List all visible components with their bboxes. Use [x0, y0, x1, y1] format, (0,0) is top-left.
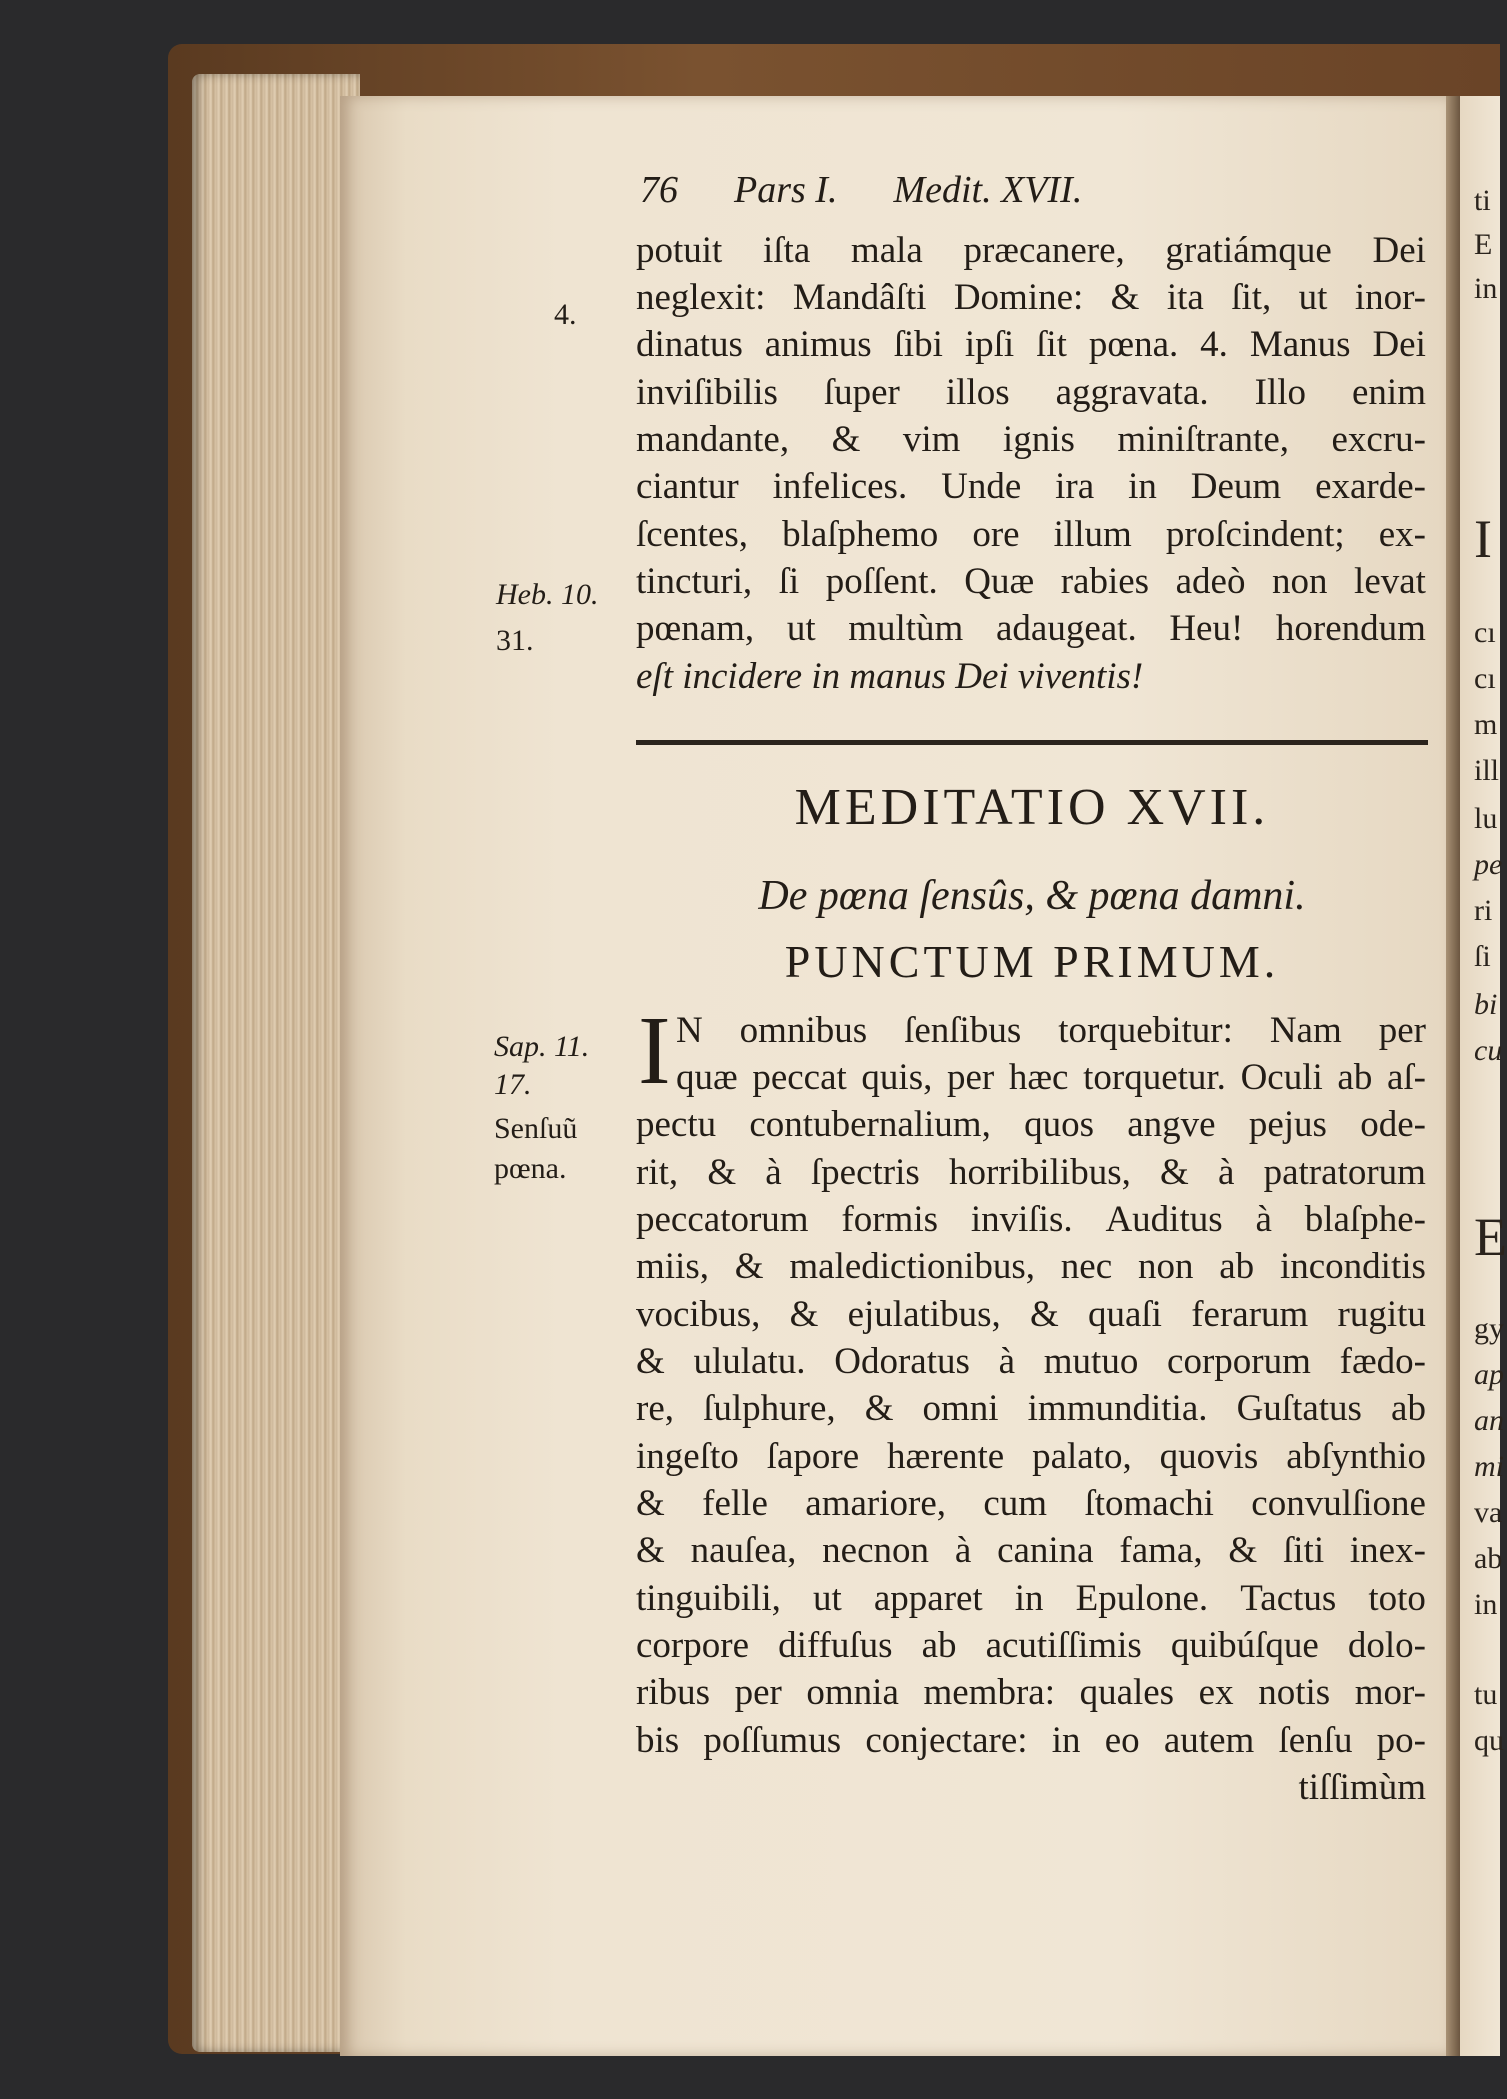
word: tinguibili, — [636, 1578, 781, 1619]
word: quales — [1079, 1672, 1175, 1713]
word: excru- — [1331, 419, 1426, 460]
word: ex — [1198, 1672, 1234, 1713]
meditation-heading: MEDITATIO XVII. — [794, 779, 1270, 836]
word: & — [1029, 1294, 1059, 1335]
word: omni — [922, 1388, 999, 1429]
text-line — [636, 1722, 1426, 1759]
next-page-text: E — [1474, 228, 1493, 261]
text-line — [636, 1438, 1426, 1475]
word: ſenſibus — [904, 1010, 1022, 1051]
word: potuit — [636, 230, 723, 271]
next-page-text: ill — [1474, 754, 1500, 787]
next-page-text: ſi — [1474, 940, 1491, 973]
word: Mandâſti — [792, 277, 927, 318]
word: Manus — [1249, 324, 1351, 365]
word: ciantur — [636, 466, 739, 507]
word: pejus — [1248, 1104, 1327, 1145]
next-page-text: bi — [1474, 988, 1498, 1021]
word: apparet — [873, 1578, 983, 1619]
word: blaſphe- — [1304, 1199, 1426, 1240]
word: mutuo — [1043, 1341, 1139, 1382]
text-line — [636, 1201, 1426, 1238]
word: felle — [702, 1483, 768, 1524]
word: Quæ — [964, 561, 1035, 602]
word: poſſent. — [825, 561, 938, 602]
text-line — [636, 1674, 1426, 1711]
word: vocibus, — [636, 1294, 761, 1335]
text-line — [636, 279, 1426, 316]
next-page-text: cı — [1474, 662, 1496, 695]
word: ſpectris — [810, 1152, 920, 1193]
word: tincturi, — [636, 561, 753, 602]
word: Tactus — [1240, 1578, 1337, 1619]
word: & — [1110, 277, 1140, 318]
text-line — [636, 563, 1426, 600]
word: ululatu. — [693, 1341, 806, 1382]
next-page-text: cı — [1474, 616, 1496, 649]
word: eo — [1104, 1720, 1140, 1761]
text-line — [636, 1248, 1426, 1285]
word: Unde — [941, 466, 1022, 507]
word: & — [789, 1294, 819, 1335]
next-page-text: m — [1474, 708, 1498, 741]
word: conjectare: — [865, 1720, 1028, 1761]
margin-note-reference: 31. — [496, 624, 534, 657]
word: diffuſus — [778, 1625, 893, 1666]
next-page-text: pe — [1474, 848, 1503, 881]
word: formis — [841, 1199, 939, 1240]
text-line — [636, 232, 1426, 269]
word: ut — [786, 608, 816, 649]
page-edges — [192, 74, 360, 2052]
word: ſulphure, — [703, 1388, 836, 1429]
word: Heu! — [1169, 608, 1244, 649]
word: convulſione — [1251, 1483, 1426, 1524]
word: à — [954, 1530, 972, 1571]
word: ode- — [1360, 1104, 1426, 1145]
drop-cap: I — [638, 997, 671, 1105]
word: canina — [997, 1530, 1094, 1571]
margin-note-reference: Sap. 11. — [494, 1030, 590, 1063]
text-line — [636, 1106, 1426, 1143]
word: Oculi — [1240, 1057, 1323, 1098]
word: necnon — [822, 1530, 930, 1571]
margin-note-reference: 17. — [494, 1068, 532, 1101]
word: exarde- — [1315, 466, 1426, 507]
text-line: eſt incidere in manus Dei viventis! — [636, 656, 1144, 697]
margin-note-topic: pœna. — [494, 1152, 567, 1185]
word: levat — [1354, 561, 1426, 602]
word: multùm — [848, 608, 964, 649]
meditation-subtitle: De pœna ſensûs, & pœna damni. — [758, 873, 1306, 919]
word: fædo- — [1339, 1341, 1426, 1382]
word: palato, — [1032, 1436, 1132, 1477]
word: ira — [1055, 466, 1095, 507]
word: maledictionibus, — [789, 1246, 1035, 1287]
word: ignis — [1002, 419, 1075, 460]
margin-note-topic: Senſuũ — [494, 1112, 578, 1145]
word: adaugeat. — [995, 608, 1137, 649]
word: infelices. — [772, 466, 908, 507]
word: 4. — [1200, 324, 1228, 365]
word: præcanere, — [963, 230, 1125, 271]
word: rugitu — [1337, 1294, 1426, 1335]
word: iſta — [763, 230, 811, 271]
text-line — [636, 468, 1426, 505]
word: inex- — [1349, 1530, 1426, 1571]
word: & — [636, 1530, 665, 1571]
word: inviſibilis — [636, 372, 778, 413]
word: quis, — [861, 1057, 933, 1098]
text-line — [636, 1343, 1426, 1380]
text-line — [676, 1012, 1426, 1049]
word: poſſumus — [703, 1720, 842, 1761]
text-line — [636, 1627, 1426, 1664]
word: angve — [1127, 1104, 1216, 1145]
word: torquetur. — [1083, 1057, 1226, 1098]
word: autem — [1163, 1720, 1255, 1761]
word: abſynthio — [1286, 1436, 1426, 1477]
section-rule — [636, 740, 1428, 745]
word: adeò — [1175, 561, 1246, 602]
word: miis, — [636, 1246, 709, 1287]
text-line — [636, 610, 1426, 647]
word: inconditis — [1279, 1246, 1426, 1287]
word: mala — [850, 230, 923, 271]
word: illos — [945, 372, 1010, 413]
next-page-text: E — [1474, 1207, 1507, 1267]
word: ſiti — [1282, 1530, 1325, 1571]
word: illum — [1053, 514, 1132, 555]
word: po- — [1376, 1720, 1426, 1761]
word: Odoratus — [834, 1341, 970, 1382]
meditation-label: Medit. XVII. — [893, 169, 1083, 211]
text-line — [636, 1296, 1426, 1333]
next-page-text: va — [1474, 1496, 1503, 1529]
punctum-heading: PUNCTUM PRIMUM. — [784, 936, 1280, 987]
word: hæc — [1008, 1057, 1069, 1098]
word: Epulone. — [1075, 1578, 1209, 1619]
part-label: Pars I. — [734, 169, 838, 211]
word: & — [1228, 1530, 1258, 1571]
word: animus — [764, 324, 872, 365]
word: membra: — [923, 1672, 1055, 1713]
word: & — [831, 419, 861, 460]
word: non — [1272, 561, 1328, 602]
word: ſapore — [766, 1436, 860, 1477]
word: gratiámque — [1165, 230, 1332, 271]
word: nauſea, — [690, 1530, 797, 1571]
word: horribilibus, — [948, 1152, 1131, 1193]
word: patratorum — [1263, 1152, 1426, 1193]
word: toto — [1368, 1578, 1426, 1619]
word: omnibus — [739, 1010, 868, 1051]
word: ſenſu — [1278, 1720, 1353, 1761]
text-line — [636, 326, 1426, 363]
word: vim — [902, 419, 961, 460]
word: miniſtrante, — [1117, 419, 1289, 460]
word: mor- — [1354, 1672, 1426, 1713]
word: torquebitur: — [1058, 1010, 1233, 1051]
word: enim — [1352, 372, 1426, 413]
word: omnia — [806, 1672, 899, 1713]
word: per — [946, 1057, 995, 1098]
book-gutter — [1446, 96, 1460, 2056]
word: dinatus — [636, 324, 743, 365]
text-line — [676, 1059, 1426, 1096]
text-line — [636, 421, 1426, 458]
next-page-text: ti — [1474, 184, 1491, 217]
word: ipſi — [964, 324, 1015, 365]
next-page-text: ri — [1474, 894, 1493, 927]
word: à — [765, 1152, 782, 1193]
word: amariore, — [805, 1483, 946, 1524]
next-page-text: cu — [1474, 1034, 1503, 1067]
word: rabies — [1060, 561, 1150, 602]
word: quos — [1024, 1104, 1094, 1145]
word: ſit, — [1231, 277, 1272, 318]
word: quibúſque — [1170, 1625, 1319, 1666]
word: ſi — [778, 561, 800, 602]
word: fama, — [1119, 1530, 1203, 1571]
word: non — [1137, 1246, 1194, 1287]
word: ut — [813, 1578, 842, 1619]
word: quæ — [676, 1057, 738, 1098]
word: Guſtatus — [1236, 1388, 1362, 1429]
word: & — [636, 1341, 665, 1382]
word: neglexit: — [636, 277, 766, 318]
next-page-fragment — [1460, 96, 1507, 2056]
next-page-text: qu — [1474, 1724, 1504, 1757]
next-page-text: mi — [1474, 1450, 1504, 1483]
word: re, — [636, 1388, 674, 1429]
next-page-text: in — [1474, 1588, 1498, 1621]
text-line — [636, 1390, 1426, 1427]
word: blaſphemo — [782, 514, 939, 555]
running-head — [640, 168, 1082, 212]
word: & — [1160, 1152, 1189, 1193]
word: à — [1218, 1152, 1235, 1193]
word: & — [864, 1388, 894, 1429]
word: ut — [1298, 277, 1328, 318]
next-page-text: an — [1474, 1404, 1504, 1437]
page-number: 76 — [640, 169, 678, 211]
text-line — [636, 1485, 1426, 1522]
word: ſcentes, — [636, 514, 748, 555]
word: bis — [636, 1720, 680, 1761]
word: inor- — [1354, 277, 1426, 318]
word: per — [734, 1672, 782, 1713]
word: hærente — [887, 1436, 1005, 1477]
text-line — [636, 1154, 1426, 1191]
next-page-text: ab — [1474, 1542, 1503, 1575]
word: peccat — [752, 1057, 847, 1098]
word: cum — [983, 1483, 1048, 1524]
word: dolo- — [1347, 1625, 1426, 1666]
next-page-text: in — [1474, 272, 1498, 305]
word: peccatorum — [636, 1199, 809, 1240]
next-page-text: ap — [1474, 1358, 1504, 1391]
word: ita — [1166, 277, 1204, 318]
margin-note-number: 4. — [554, 298, 577, 331]
word: ab — [1337, 1057, 1373, 1098]
word: proſcindent; — [1165, 514, 1345, 555]
word: à — [998, 1341, 1016, 1382]
text-line: tiſſimùm — [1298, 1767, 1426, 1808]
word: & — [734, 1246, 764, 1287]
word: Dei — [1372, 324, 1426, 365]
next-page-text: I — [1474, 509, 1492, 569]
word: ex- — [1378, 514, 1426, 555]
word: rit, — [636, 1152, 679, 1193]
word: aſ- — [1386, 1057, 1426, 1098]
word: ferarum — [1191, 1294, 1309, 1335]
next-page-text: gy — [1474, 1312, 1504, 1345]
word: contubernalium, — [749, 1104, 991, 1145]
word: inviſis. — [970, 1199, 1073, 1240]
word: in — [1014, 1578, 1044, 1619]
word: ſibi — [893, 324, 943, 365]
word: Domine: — [953, 277, 1084, 318]
text-line — [636, 1532, 1426, 1569]
word: Auditus — [1105, 1199, 1223, 1240]
text-line — [636, 374, 1426, 411]
word: ore — [972, 514, 1020, 555]
word: ſuper — [823, 372, 900, 413]
word: quovis — [1159, 1436, 1259, 1477]
word: corpore — [636, 1625, 749, 1666]
word: Dei — [1372, 230, 1426, 271]
word: notis — [1258, 1672, 1331, 1713]
word: acutiſſimis — [985, 1625, 1142, 1666]
word: N — [676, 1010, 703, 1051]
word: Illo — [1254, 372, 1307, 413]
text-line — [636, 1580, 1426, 1617]
word: ſtomachi — [1084, 1483, 1214, 1524]
word: immunditia. — [1027, 1388, 1208, 1429]
word: mandante, — [636, 419, 790, 460]
word: ab — [921, 1625, 957, 1666]
word: ab — [1219, 1246, 1255, 1287]
word: in — [1128, 466, 1157, 507]
word: ribus — [636, 1672, 710, 1713]
word: pectu — [636, 1104, 717, 1145]
word: ejulatibus, — [847, 1294, 1001, 1335]
word: pœnam, — [636, 608, 755, 649]
word: horendum — [1275, 608, 1426, 649]
word: aggravata. — [1055, 372, 1209, 413]
word: Nam — [1269, 1010, 1342, 1051]
word: Deum — [1190, 466, 1282, 507]
word: pœna. — [1088, 324, 1179, 365]
word: nec — [1060, 1246, 1113, 1287]
word: & — [707, 1152, 737, 1193]
text-line — [636, 516, 1426, 553]
word: à — [1255, 1199, 1272, 1240]
word: ingeſto — [636, 1436, 739, 1477]
word: quaſi — [1087, 1294, 1162, 1335]
word: per — [1378, 1010, 1426, 1051]
word: in — [1051, 1720, 1081, 1761]
next-page-text: tu — [1474, 1678, 1498, 1711]
word: corporum — [1167, 1341, 1311, 1382]
word: ſit — [1036, 324, 1067, 365]
word: & — [636, 1483, 665, 1524]
margin-note-reference: Heb. 10. — [496, 578, 599, 611]
next-page-text: lu — [1474, 802, 1498, 835]
word: ab — [1391, 1388, 1426, 1429]
